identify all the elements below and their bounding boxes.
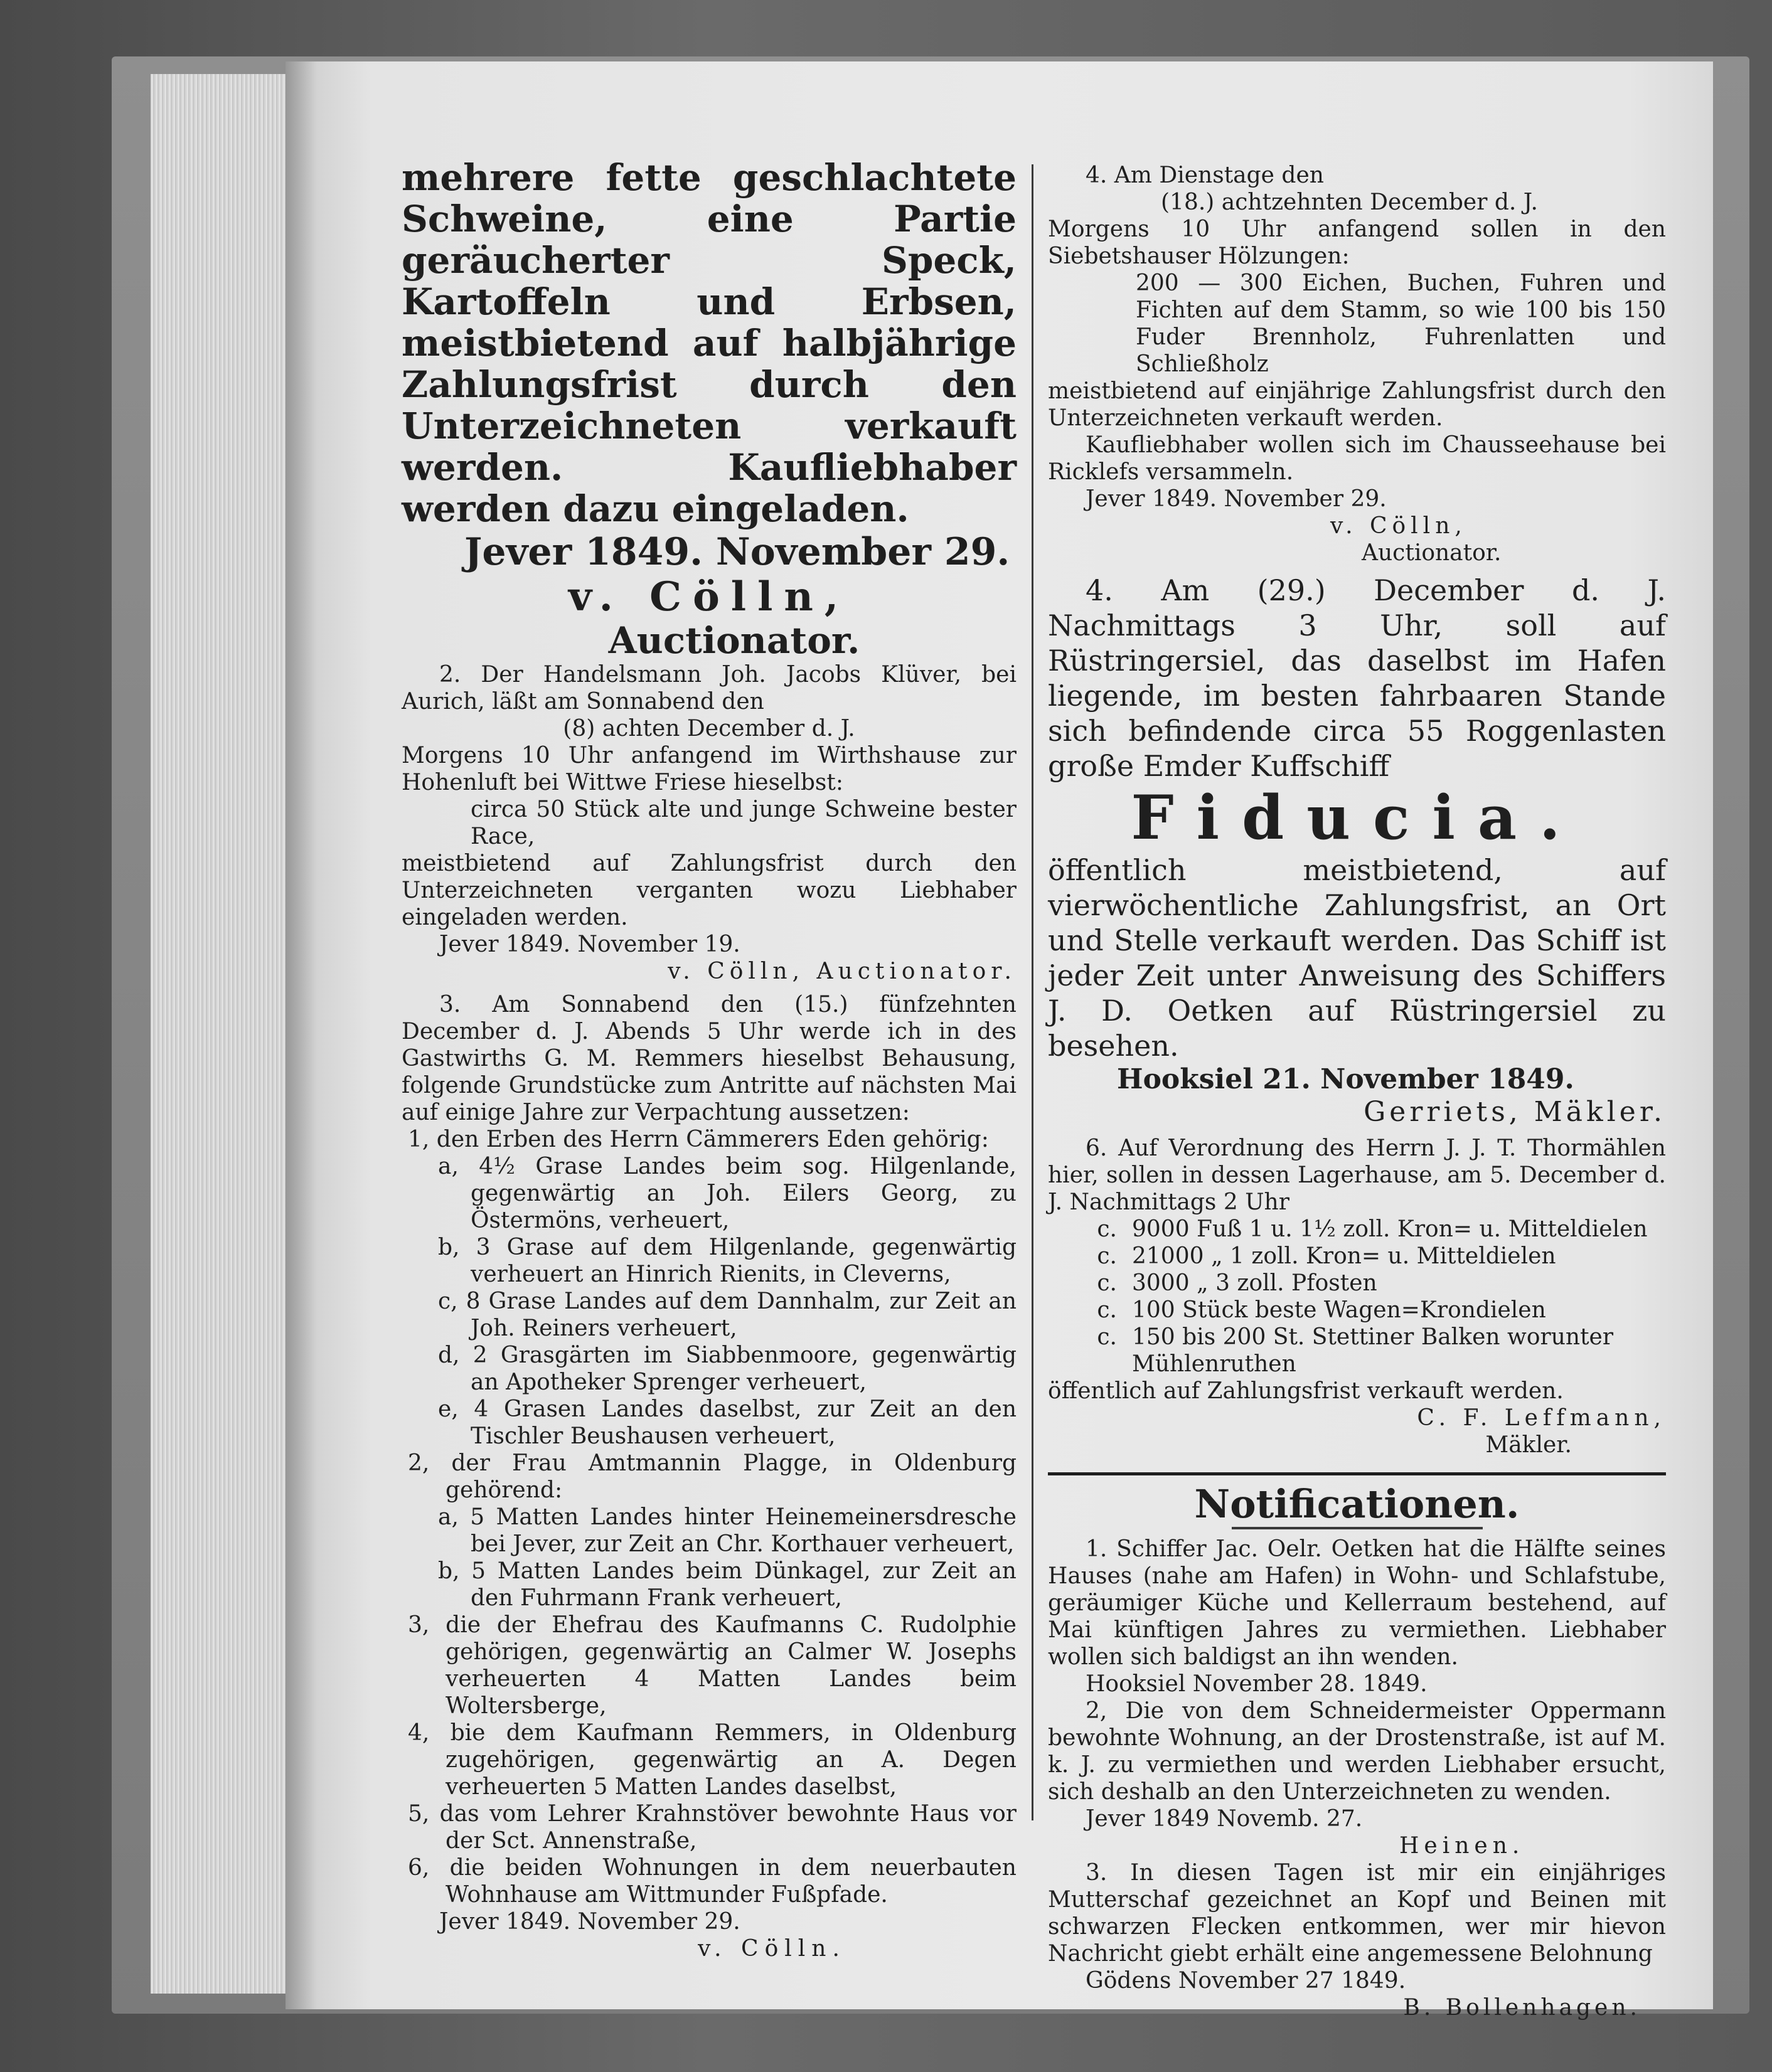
wood-item-label: c. [1097,1216,1117,1242]
notice-3-item: 3, die der Ehefrau des Kaufmanns C. Rudolphie gehörigen, gegenwärtig an Calmer W. Josephs verheuerten 4 Matten Landes beim Woltersberge, [408,1612,1017,1719]
notice-3-item: e, 4 Grasen Landes daselbst, zur Zeit an den Tischler Beushausen verheuert, [438,1396,1017,1449]
notice-4a [1048,162,1666,566]
notice-2-line: 2. Der Handelsmann Joh. Jacobs Klüver, bei Aurich, läßt am Sonnabend den [402,662,1017,715]
column-divider [1032,164,1033,1820]
notice-2-line: meistbietend auf Zahlungsfrist durch den Unterzeichneten verganten wozu Liebhaber eingeladen werden. [402,851,1017,930]
wood-item-label: c. [1097,1297,1117,1323]
notice-4a-line: (18.) achtzehnten December d. J. [1161,189,1538,215]
notice-4a-line: meistbietend auf einjährige Zahlungsfrist durch den Unterzeichneten verkauft werden. [1048,378,1666,431]
wood-item [1048,1243,1666,1270]
notice-2-line: circa 50 Stück alte und junge Schweine bester Race, [471,797,1017,849]
notification-2-sign: Heinen. [1399,1833,1525,1859]
section-underline [1232,1527,1483,1529]
notice-3 [402,991,1017,1962]
wood-item-text: 150 bis 200 St. Stettiner Balken worunter Mühlenruthen [1132,1324,1614,1377]
notice-4b [1048,573,1666,1129]
notice-4b-text: 4. Am (29.) December d. J. Nachmittags 3 Uhr, soll auf Rüstringersiel, das daselbst im Hafen liegende, im besten fahrbaaren Stande sich befindende circa 55 Roggenlasten große Emder Kuffschiff [1048,573,1666,783]
left-column [402,157,1017,1962]
notification-3-sign: B. Bollenhagen. [1403,1995,1641,2021]
ship-name-fiducia: Fiducia. [1131,782,1583,853]
notice-2-line: Morgens 10 Uhr anfangend im Wirthshause zur Hohenluft bei Wittwe Friese hieselbst: [402,743,1017,795]
notice-6-outro: öffentlich auf Zahlungsfrist verkauft werden. [1048,1378,1564,1404]
notice-3-item: 1, den Erben des Herrn Cämmerers Eden gehörig: [408,1127,989,1152]
page-edges [151,74,287,1994]
notice-6-intro: 6. Auf Verordnung des Herrn J. J. T. Thormählen hier, sollen in dessen Lagerhause, am 5. December d. J. Nachmittags 2 Uhr [1048,1135,1666,1215]
notice-4a-line: 4. Am Dienstage den [1086,162,1324,188]
notice-3-intro: 3. Am Sonnabend den (15.) fünfzehnten December d. J. Abends 5 Uhr werde ich in des Gastwirths G. M. Remmers hieselbst Behausung, folgende Grundstücke zum Antritte auf nächsten Mai auf einige Jahre zur Verpachtung aussetzen: [402,992,1017,1125]
notification-3-date: Gödens November 27 1849. [1086,1968,1406,1994]
page-gutter-shadow [286,61,317,2009]
notice-3-item: 5, das vom Lehrer Krahnstöver bewohnte Haus vor der Sct. Annenstraße, [408,1801,1017,1854]
notice-6-sign: C. F. Leffmann, [1417,1405,1666,1431]
wood-item [1048,1270,1666,1297]
notification-1-text: 1. Schiffer Jac. Oelr. Oetken hat die Hälfte seines Hauses (nahe am Hafen) in Wohn- und Schlafstube, geräumiger Küche und Kellerraum bestehend, auf Mai künftigen Jahres zu vermiethen. Liebhaber wollen sich baldigst an ihn wenden. [1048,1536,1666,1670]
lead-date: Jever 1849. November 29. [464,530,1010,574]
notification-2-text: 2, Die von dem Schneidermeister Oppermann bewohnte Wohnung, an der Drostenstraße, ist auf M. k. J. zu vermiethen und werden Liebhaber ersucht, sich deshalb an den Unterzeichneten zu wenden. [1048,1698,1666,1805]
notice-4a-date: Jever 1849. November 29. [1086,486,1387,512]
wood-item-text: 21000 „ 1 zoll. Kron= u. Mitteldielen [1132,1243,1556,1269]
notice-3-item: 2, der Frau Amtmannin Plagge, in Oldenburg gehörend: [408,1450,1017,1503]
lead-notice: mehrere fette geschlachtete Schweine, eine Partie geräucherter Speck, Kartoffeln und Erbsen, meistbietend auf halbjährige Zahlungsfrist durch den Unterzeichneten verkauft werden. Kaufliebhaber werden dazu eingeladen. [402,156,1017,530]
wood-item-label: c. [1097,1270,1117,1296]
wood-item-text: 9000 Fuß 1 u. 1½ zoll. Kron= u. Mitteldielen [1132,1216,1648,1242]
notice-2-line: (8) achten December d. J. [563,716,855,741]
notification-2 [1048,1697,1666,1859]
notice-3-date: Jever 1849. November 29. [439,1909,740,1935]
notice-3-item: 4, bie dem Kaufmann Remmers, in Oldenburg zugehörigen, gegenwärtig an A. Degen verheuerten 5 Matten Landes daselbst, [408,1720,1017,1800]
notice-3-item: c, 8 Grase Landes auf dem Dannhalm, zur Zeit an Joh. Reiners verheuert, [438,1288,1017,1341]
right-column [1048,162,1666,2021]
notification-3-text: 3. In diesen Tagen ist mir ein einjähriges Mutterschaf gezeichnet an Kopf und Beinen mit schwarzen Flecken entkommen, wer mir hievon Nachricht giebt erhält eine angemessene Belohnung [1048,1860,1666,1967]
wood-item-label: c. [1097,1324,1117,1350]
notice-3-item: b, 5 Matten Landes beim Dünkagel, zur Zeit an den Fuhrmann Frank verheuert, [438,1558,1017,1611]
notice-4a-role: Auctionator. [1362,540,1502,566]
notification-2-date: Jever 1849 Novemb. 27. [1086,1806,1363,1832]
notice-6-role: Mäkler. [1485,1432,1572,1458]
notice-3-sign: v. Cölln. [698,1936,846,1962]
notice-6 [1048,1135,1666,1458]
notice-3-item: a, 4½ Grase Landes beim sog. Hilgenlande, gegenwärtig an Joh. Eilers Georg, zu Östermöns, verheuert, [438,1154,1017,1233]
wood-item [1048,1324,1666,1378]
section-title: Notificationen. [1194,1481,1520,1527]
notification-1-date: Hooksiel November 28. 1849. [1086,1671,1428,1697]
notice-4a-line: 200 — 300 Eichen, Buchen, Fuhren und Fichten auf dem Stamm, so wie 100 bis 150 Fuder Brennholz, Fuhrenlatten und Schließholz [1136,270,1666,377]
notification-3 [1048,1859,1666,2021]
wood-item [1048,1216,1666,1243]
wood-item [1048,1297,1666,1324]
notice-2 [402,661,1017,985]
notice-2-sign: v. Cölln, Auctionator. [668,959,1017,984]
notification-1 [1048,1536,1666,1697]
lead-name: v. Cölln, [568,573,850,620]
wood-item-label: c. [1097,1243,1117,1269]
wood-item-text: 100 Stück beste Wagen=Krondielen [1132,1297,1546,1323]
notice-3-item: 6, die beiden Wohnungen in dem neuerbauten Wohnhause am Wittmunder Fußpfade. [408,1855,1017,1908]
notice-4a-sign: v. Cölln, [1330,513,1467,539]
notice-4b-sign: Gerriets, Mäkler. [1364,1096,1666,1128]
notice-3-item: d, 2 Grasgärten im Siabbenmoore, gegenwärtig an Apotheker Sprenger verheuert, [438,1342,1017,1395]
wood-item-text: 3000 „ 3 zoll. Pfosten [1132,1270,1377,1296]
notice-3-item: a, 5 Matten Landes hinter Heinemeinersdresche bei Jever, zur Zeit an Chr. Korthauer verheuert, [438,1504,1017,1557]
notice-4a-line: Morgens 10 Uhr anfangend sollen in den Siebetshauser Hölzungen: [1048,216,1666,269]
section-rule [1048,1472,1666,1475]
notice-3-item: b, 3 Grase auf dem Hilgenlande, gegenwärtig verheuert an Hinrich Rienits, in Cleverns, [438,1235,1017,1287]
notice-2-date: Jever 1849. November 19. [439,932,740,957]
notice-4b-text2: öffentlich meistbietend, auf vierwöchentliche Zahlungsfrist, an Ort und Stelle verkauft werden. Das Schiff ist jeder Zeit unter Anweisung des Schiffers J. D. Oetken auf Rüstringersiel zu besehen. [1048,853,1666,1063]
lead-role: Auctionator. [608,619,860,662]
notice-4b-date: Hooksiel 21. November 1849. [1117,1063,1574,1095]
notice-4a-line: Kaufliebhaber wollen sich im Chausseehause bei Ricklefs versammeln. [1048,432,1666,485]
